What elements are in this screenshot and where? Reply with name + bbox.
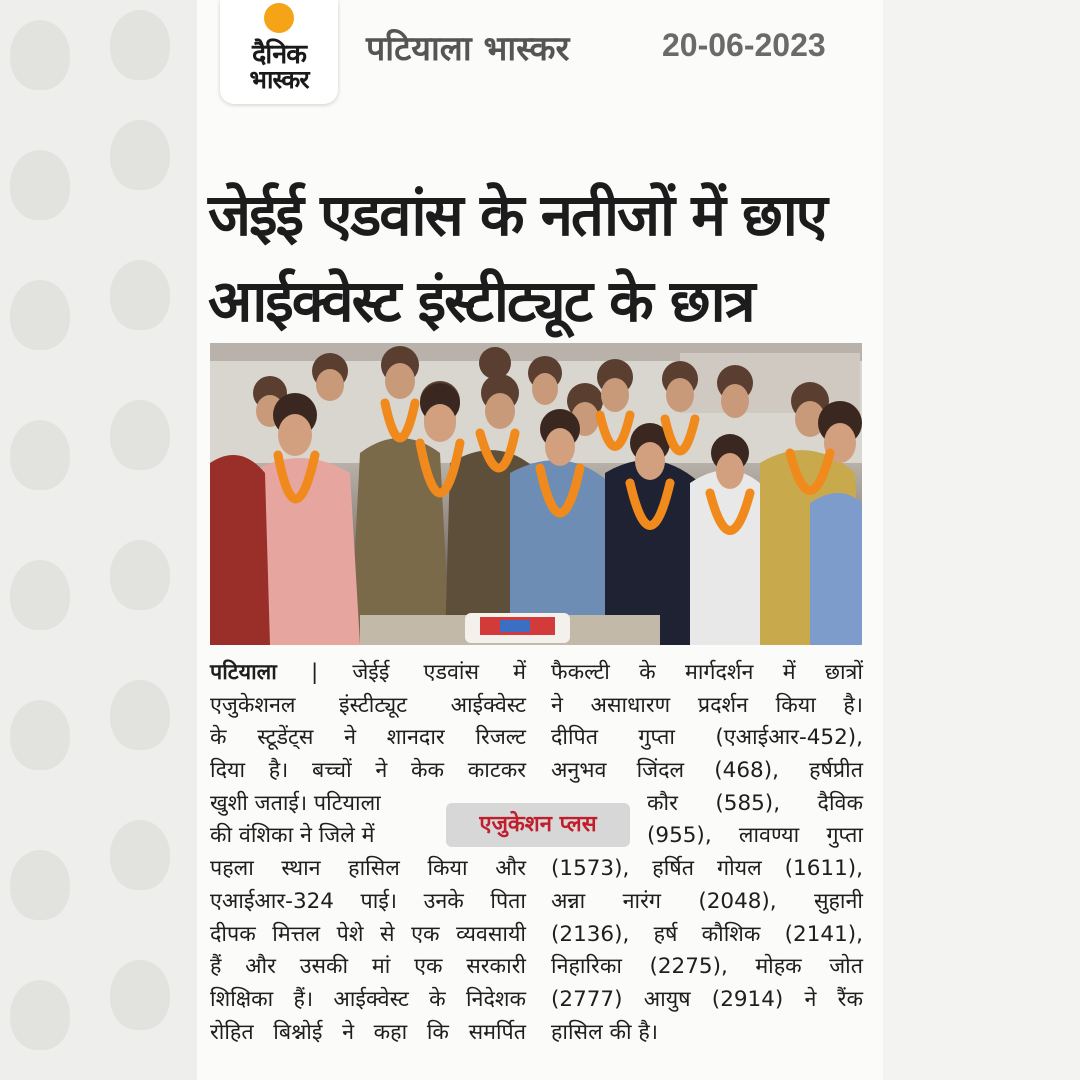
bg-portrait xyxy=(10,850,70,920)
text-line: खुशी जताई। पटियाला xyxy=(210,790,381,816)
logo-text-line2: भास्कर xyxy=(249,65,309,94)
text-line: हैं और उसकी मां एक सरकारी xyxy=(210,954,526,980)
logo-text-line1: दैनिक xyxy=(251,39,307,70)
text-line: अन्ना नारंग (2048), सुहानी xyxy=(551,888,863,914)
bg-portrait xyxy=(10,150,70,220)
text-line: फैकल्टी के मार्गदर्शन में छात्रों xyxy=(551,660,863,685)
section-tag: एजुकेशन प्लस xyxy=(446,803,630,847)
text-line: निहारिका (2275), मोहक जोत xyxy=(551,954,863,980)
text-line: की वंशिका ने जिले में xyxy=(210,823,375,849)
right-margin xyxy=(883,0,1080,1080)
text-line: अनुभव जिंदल (468), हर्षप्रीत xyxy=(551,758,863,784)
text-fragment: | जेईई एडवांस में xyxy=(276,660,526,685)
headline-line1: जेईई एडवांस के नतीजों में छाए xyxy=(208,181,826,249)
bg-portrait xyxy=(10,560,70,630)
bg-portrait xyxy=(10,420,70,490)
text-line: पहला स्थान हासिल किया और xyxy=(210,856,526,882)
bg-portrait xyxy=(110,120,170,190)
text-line: (2136), हर्ष कौशिक (2141), xyxy=(551,921,863,947)
text-line xyxy=(210,657,526,690)
article-column-left xyxy=(210,657,526,1049)
bg-portrait xyxy=(110,260,170,330)
text-line: हासिल की है। xyxy=(551,1019,658,1045)
text-line: (1573), हर्षित गोयल (1611), xyxy=(551,856,863,882)
background-portraits xyxy=(0,0,200,1080)
bg-portrait xyxy=(110,10,170,80)
bg-portrait xyxy=(10,280,70,350)
group-photo xyxy=(210,343,862,645)
text-line: ने असाधारण प्रदर्शन किया है। xyxy=(551,692,863,718)
text-line: एआईआर-324 पाई। उनके पिता xyxy=(210,888,526,914)
edition-name: पटियाला भास्कर xyxy=(366,29,570,69)
text-line: (2777) आयुष (2914) ने रैंक xyxy=(551,986,863,1012)
text-line: शिक्षिका हैं। आईक्वेस्ट के निदेशक xyxy=(210,986,526,1012)
students-celebration-illustration xyxy=(210,343,862,645)
article-column-right xyxy=(551,657,863,1049)
dainik-bhaskar-logo xyxy=(220,0,338,104)
edition-date: 20-06-2023 xyxy=(662,27,826,63)
bg-portrait xyxy=(110,960,170,1030)
text-line: (955), लावण्या गुप्ता xyxy=(647,823,863,849)
sun-icon xyxy=(264,3,294,33)
dateline: पटियाला xyxy=(210,660,277,685)
headline-line2: आईक्वेस्ट इंस्टीट्यूट के छात्र xyxy=(208,267,754,335)
text-line: दीपक मित्तल पेशे से एक व्यवसायी xyxy=(210,921,526,947)
bg-portrait xyxy=(110,540,170,610)
bg-portrait xyxy=(110,820,170,890)
bg-portrait xyxy=(10,700,70,770)
text-line: कौर (585), दैविक xyxy=(647,790,863,816)
text-line: एजुकेशनल इंस्टीट्यूट आईक्वेस्ट xyxy=(210,692,526,718)
text-line: दिया है। बच्चों ने केक काटकर xyxy=(210,758,526,784)
text-line: दीपित गुप्ता (एआईआर-452), xyxy=(551,725,863,751)
bg-portrait xyxy=(10,980,70,1050)
bg-portrait xyxy=(110,680,170,750)
bg-portrait xyxy=(10,20,70,90)
text-line: रोहित बिश्नोई ने कहा कि समर्पित xyxy=(210,1019,526,1045)
bg-portrait xyxy=(110,400,170,470)
text-line: के स्टूडेंट्स ने शानदार रिजल्ट xyxy=(210,725,526,751)
